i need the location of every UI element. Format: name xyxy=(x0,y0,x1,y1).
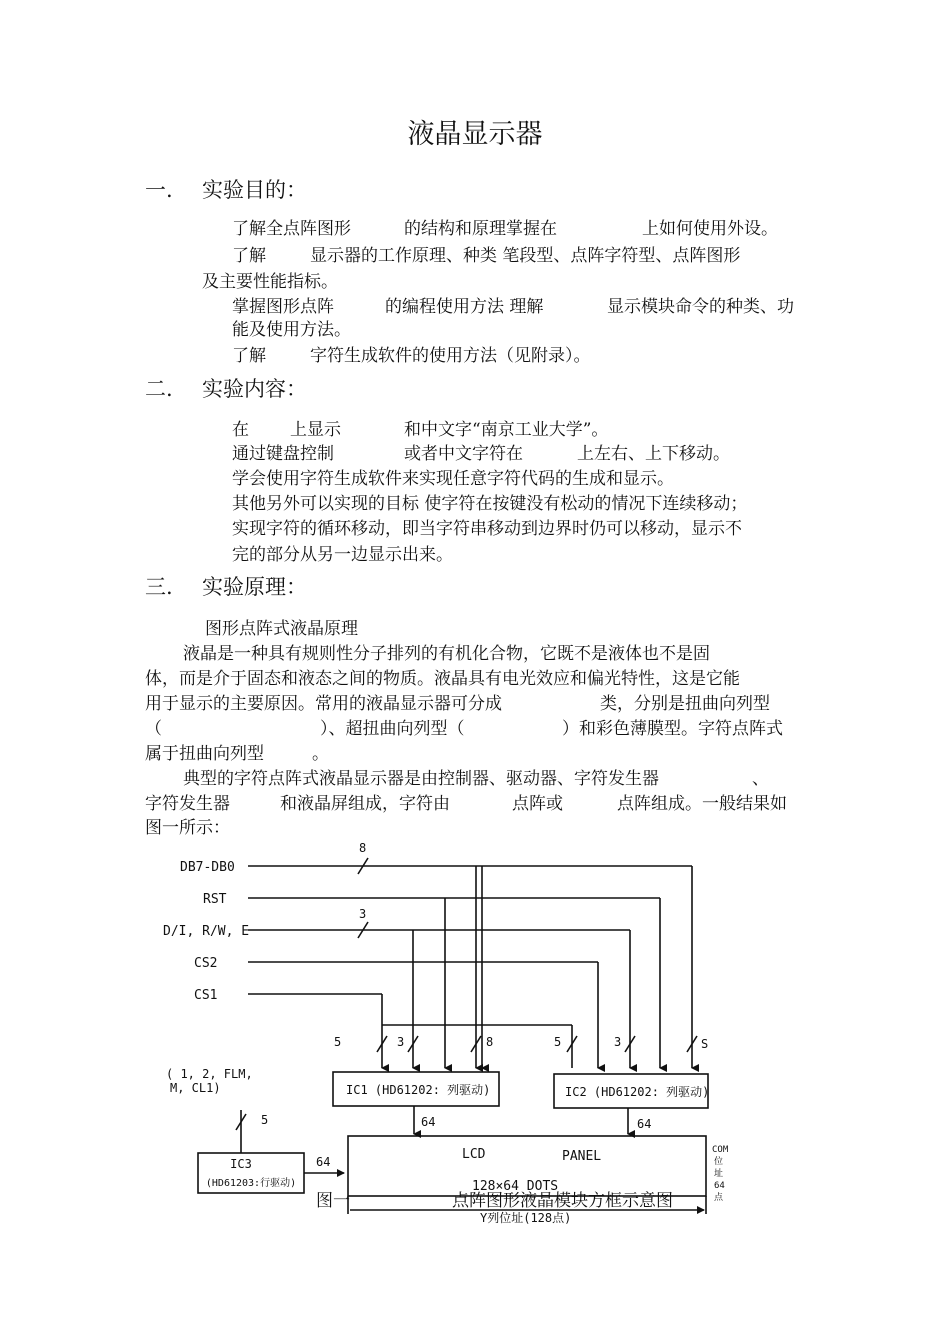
com-label-1: COM xyxy=(712,1145,729,1155)
content-line-5: 实现字符的循环移动，即当字符串移动到边界时仍可以移动，显示不 xyxy=(232,519,742,539)
content-line-3: 学会使用字符生成软件来实现任意字符代码的生成和显示。 xyxy=(232,469,674,489)
principle-line-6a: 典型的字符点阵式液晶显示器是由控制器、驱动器、字符发生器 xyxy=(183,769,659,789)
figure-caption-number: 图一 xyxy=(316,1191,350,1211)
principle-line-7c: 点阵或 xyxy=(512,794,563,814)
principle-line-8: 图一所示： xyxy=(145,818,230,838)
purpose-line-1b: 的结构和原理掌握在 xyxy=(404,219,557,239)
section-1-number: 一. xyxy=(145,178,173,202)
ic2-input-width-3: 3 xyxy=(614,1035,622,1049)
bus-width-3: 3 xyxy=(359,907,367,921)
bus-width-8: 8 xyxy=(359,841,367,855)
content-line-1b: 上显示 xyxy=(290,420,341,440)
section-2-heading: 实验内容： xyxy=(202,377,307,401)
com-label-4: 64 xyxy=(714,1181,725,1191)
section-1-heading: 实验目的： xyxy=(202,178,307,202)
ic3-bus-width: 5 xyxy=(261,1113,269,1127)
ic1-label: IC1 (HD61202: 列驱动) xyxy=(346,1083,491,1097)
purpose-line-6a: 了解 xyxy=(232,346,266,366)
ic3-sublabel: (HD61203:行驱动) xyxy=(205,1178,297,1189)
figure-caption-text: 点阵图形液晶模块方框示意图 xyxy=(452,1191,673,1211)
principle-line-2: 体，而是介于固态和液态之间的物质。液晶具有电光效应和偏光特性，这是它能 xyxy=(145,669,740,689)
principle-line-7d: 点阵组成。一般结果如 xyxy=(617,794,787,814)
ic3-label: IC3 xyxy=(230,1157,252,1171)
ic1-input-width-5: 5 xyxy=(334,1035,342,1049)
ic3-input-label-1: ( 1, 2, FLM, xyxy=(166,1067,253,1081)
signal-label-di-rw-e: D/I, R/W, E xyxy=(163,924,250,939)
principle-line-4a: （ xyxy=(145,719,162,739)
principle-line-3b: 类，分别是扭曲向列型 xyxy=(600,694,770,714)
com-label-2: 位 xyxy=(714,1157,724,1167)
signal-label-cs1: CS1 xyxy=(194,988,218,1003)
doc-title: 液晶显示器 xyxy=(407,119,543,150)
purpose-line-2a: 了解 xyxy=(232,246,266,266)
ic3-input-label-2: M, CL1) xyxy=(170,1081,221,1095)
principle-line-3a: 用于显示的主要原因。常用的液晶显示器可分成 xyxy=(145,694,502,714)
principle-line-1: 液晶是一种具有规则性分子排列的有机化合物，它既不是液体也不是固 xyxy=(183,644,710,664)
content-line-1a: 在 xyxy=(232,420,249,440)
principle-line-4c: ）和彩色薄膜型。字符点阵式 xyxy=(562,719,783,739)
principle-line-5b: 。 xyxy=(312,744,329,764)
ic1-input-width-8: 8 xyxy=(486,1035,494,1049)
ic2-label: IC2 (HD61202: 列驱动) xyxy=(565,1085,710,1099)
signal-label-rst: RST xyxy=(203,892,227,907)
content-line-2c: 上左右、上下移动。 xyxy=(577,444,730,464)
content-line-2b: 或者中文字符在 xyxy=(404,444,523,464)
purpose-line-4a: 掌握图形点阵 xyxy=(232,297,334,317)
purpose-line-6b: 字符生成软件的使用方法（见附录）。 xyxy=(310,346,591,366)
purpose-line-2b: 显示器的工作原理、种类 笔段型、点阵字符型、点阵图形 xyxy=(310,246,741,266)
principle-line-7a: 字符发生器 xyxy=(145,794,230,814)
content-line-1c: 和中文字“南京工业大学”。 xyxy=(404,420,609,440)
principle-line-6b: 、 xyxy=(752,769,769,789)
ic2-output-width: 64 xyxy=(637,1117,652,1131)
y-address-label: Y列位址(128点) xyxy=(480,1211,572,1225)
com-label-5: 点 xyxy=(714,1193,724,1203)
lcd-label: LCD xyxy=(462,1147,486,1162)
signal-label-cs2: CS2 xyxy=(194,956,218,971)
ic3-output-width: 64 xyxy=(316,1155,331,1169)
purpose-line-1a: 了解全点阵图形 xyxy=(232,219,351,239)
purpose-line-4b: 的编程使用方法 理解 xyxy=(385,297,544,317)
dots-label: 128×64 DOTS xyxy=(472,1179,559,1194)
signal-label-db: DB7-DB0 xyxy=(180,860,235,875)
ic1-input-width-3: 3 xyxy=(397,1035,405,1049)
content-line-6: 完的部分从另一边显示出来。 xyxy=(232,545,453,565)
content-line-4: 其他另外可以实现的目标 使字符在按键没有松动的情况下连续移动； xyxy=(232,494,748,514)
purpose-line-5: 能及使用方法。 xyxy=(232,320,351,340)
panel-label: PANEL xyxy=(562,1149,602,1164)
principle-line-7b: 和液晶屏组成，字符由 xyxy=(280,794,450,814)
section-3-number: 三. xyxy=(145,575,173,599)
ic2-input-width-5: 5 xyxy=(554,1035,562,1049)
ic2-input-width-s: S xyxy=(701,1037,709,1051)
content-line-2a: 通过键盘控制 xyxy=(232,444,334,464)
com-label-3: 址 xyxy=(714,1169,724,1179)
section-3-heading: 实验原理： xyxy=(202,575,307,599)
ic1-output-width: 64 xyxy=(421,1115,436,1129)
purpose-line-3: 及主要性能指标。 xyxy=(202,272,338,292)
principle-line-4b: ）、超扭曲向列型（ xyxy=(320,719,465,739)
purpose-line-4c: 显示模块命令的种类、功 xyxy=(607,297,794,317)
principle-line-5a: 属于扭曲向列型 xyxy=(145,744,264,764)
purpose-line-1c: 上如何使用外设。 xyxy=(642,219,778,239)
principle-subheading: 图形点阵式液晶原理 xyxy=(205,619,358,639)
section-2-number: 二. xyxy=(145,377,173,401)
